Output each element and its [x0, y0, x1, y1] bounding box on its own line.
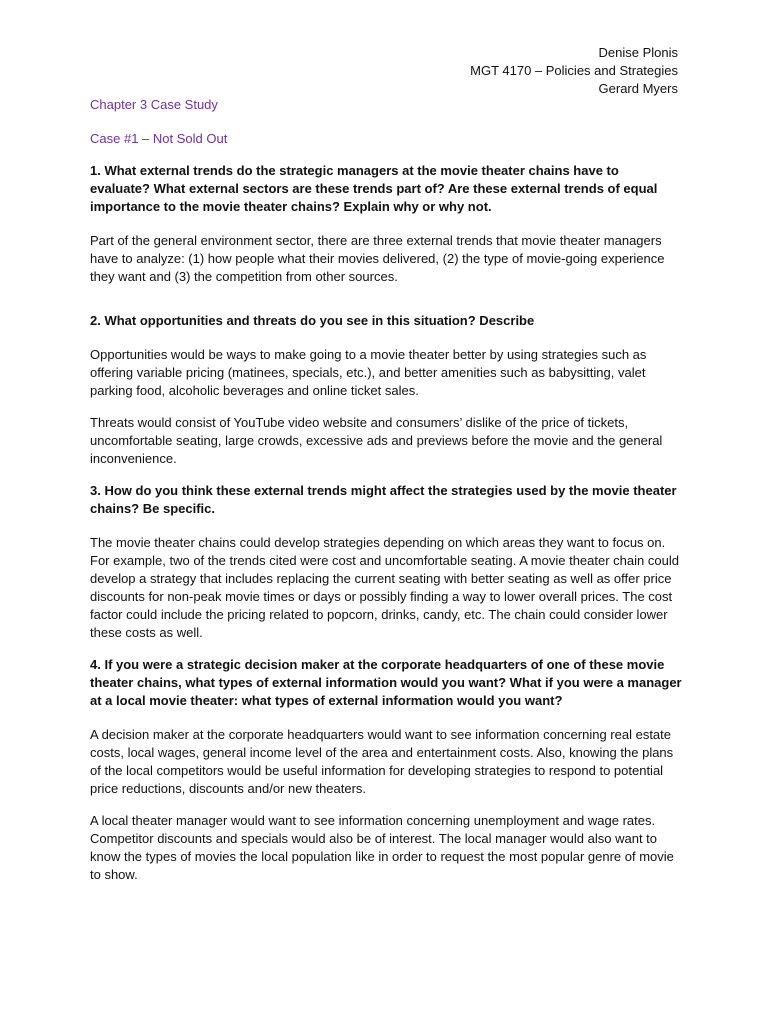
question-1: 1. What external trends do the strategic managers at the movie theater chains have to evaluate? What external sectors are these trends part of? Are these external trends of equal importance to the movie theater chains? Explain why or why not.: [90, 163, 658, 214]
answer-2-paragraph-1: Opportunities would be ways to make going to a movie theater better by using strategies such as offering variable pricing (matinees, specials, etc.), and better amenities such as babysitting, valet parking food, alcoholic beverages and online ticket sales.: [90, 347, 647, 398]
question-4: 4. If you were a strategic decision maker at the corporate headquarters of one of these movie theater chains, what types of external information would you want? What if you were a manager at a local movie theater: what types of external information would you want?: [90, 657, 682, 708]
section-spacer: [90, 300, 682, 312]
question-3: 3. How do you think these external trends might affect the strategies used by the movie theater chains? Be specific.: [90, 483, 677, 516]
answer-3-paragraph-1: The movie theater chains could develop strategies depending on which areas they want to focus on. For example, two of the trends cited were cost and uncomfortable seating. A movie theater chain could develop a strategy that includes replacing the current seating with better seating as well as offer price discounts for non-peak movie times or days or possibly finding a way to lower overall prices. The cost factor could include the pricing related to popcorn, drinks, candy, etc. The chain could consider lower these costs as well.: [90, 535, 679, 640]
instructor-name: Gerard Myers: [598, 81, 678, 96]
document-body: [90, 96, 682, 898]
header-block: [470, 44, 678, 98]
answer-4-paragraph-2: A local theater manager would want to see information concerning unemployment and wage rates. Competitor discounts and specials would also be of interest. The local manager would also want to know the types of movies the local population like in order to request the most popular genre of movie to show.: [90, 813, 674, 882]
case-title: Case #1 – Not Sold Out: [90, 131, 228, 146]
course-name: MGT 4170 – Policies and Strategies: [470, 63, 678, 78]
answer-1-paragraph-1: Part of the general environment sector, there are three external trends that movie theater managers have to analyze: (1) how people what their movies delivered, (2) the type of movie-going experience they want and (3) the competition from other sources.: [90, 233, 665, 284]
author-name: Denise Plonis: [598, 45, 678, 60]
answer-2-paragraph-2: Threats would consist of YouTube video website and consumers’ dislike of the price of tickets, uncomfortable seating, large crowds, excessive ads and previews before the movie and the general inconvenience.: [90, 415, 663, 466]
answer-4-paragraph-1: A decision maker at the corporate headquarters would want to see information concerning real estate costs, local wages, general income level of the area and entertainment costs. Also, knowing the plans of the local competitors would be useful information for developing strategies to respond to potential price reductions, discounts and/or new theaters.: [90, 727, 674, 796]
chapter-title: Chapter 3 Case Study: [90, 97, 218, 112]
question-2: 2. What opportunities and threats do you see in this situation? Describe: [90, 313, 535, 328]
